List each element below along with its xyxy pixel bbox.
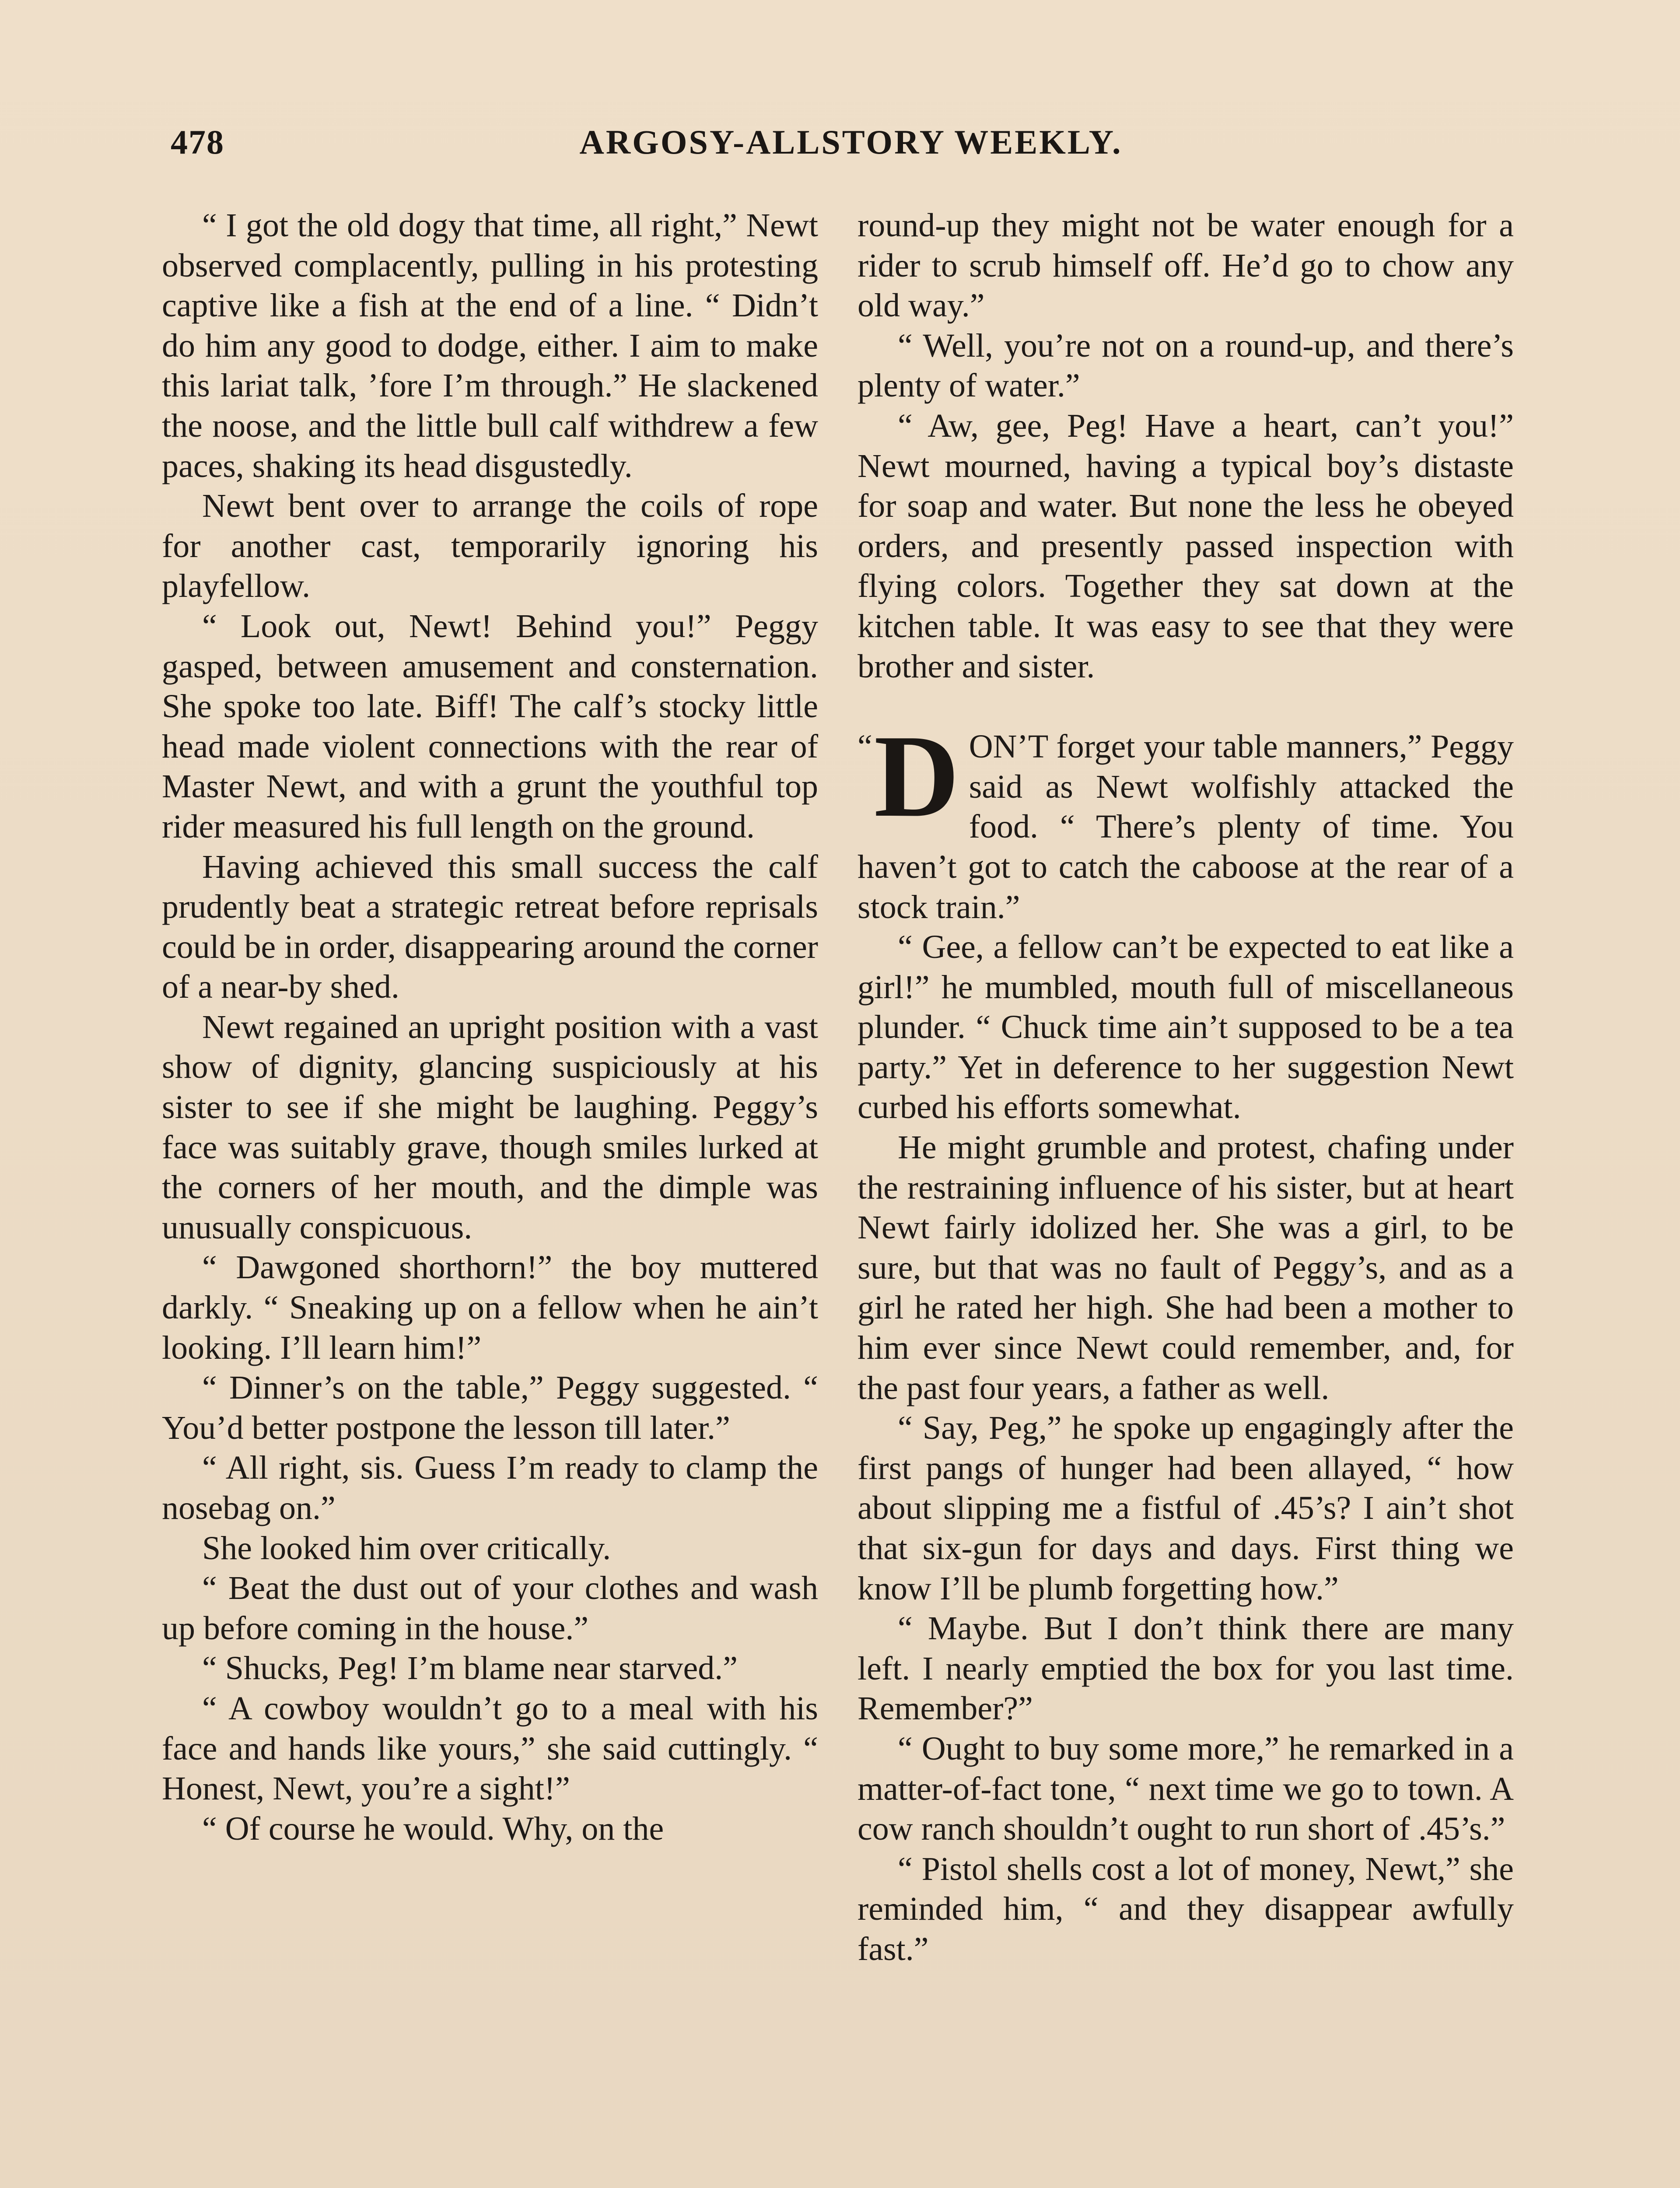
paragraph [162, 607, 818, 847]
paragraph [162, 1809, 818, 1849]
paragraph [162, 1568, 818, 1648]
paragraph [162, 1368, 818, 1448]
paragraph-text: “ Of course he would. Why, on the [202, 1810, 664, 1847]
paragraph [162, 1007, 818, 1248]
paragraph-text: “ Look out, Newt! Behind you!” Peggy gasped, between amusement and consternation. She spoke too late. Biff! The calf’s stocky little head made violent connections with the rear of Master Newt, and with a grunt the youthful top rider measured his full length on the ground. [162, 607, 818, 845]
paragraph [858, 1609, 1514, 1729]
running-title: ARGOSY-ALLSTORY WEEKLY. [579, 123, 1123, 161]
drop-cap: D [874, 711, 959, 842]
paragraph-text: “ Well, you’re not on a round-up, and there’s plenty of water.” [858, 327, 1514, 404]
page-header [171, 123, 1531, 171]
opening-quote: “ [858, 728, 872, 765]
paragraph [162, 1529, 818, 1569]
paragraph [162, 1648, 818, 1689]
paragraph-text: “ I got the old dogy that time, all right,” Newt observed complacently, pulling in his protesting captive like a fish at the end of a line. “ Didn’t do him any good to dodge, either. I aim to make this lariat talk, ’fore I’m through.” He slackened the noose, and the little bull calf withdrew a few paces, shaking its head disgustedly. [162, 207, 818, 484]
paragraph [162, 486, 818, 607]
paragraph [162, 206, 818, 486]
paragraph-text: “ Maybe. But I don’t think there are many left. I nearly emptied the box for you last time. Remember?” [858, 1610, 1514, 1727]
paragraph-text: Having achieved this small success the calf prudently beat a strategic retreat before reprisals could be in order, disappearing around the corner of a near-by shed. [162, 848, 818, 1006]
paragraph [858, 1408, 1514, 1609]
paragraph-text: “ Gee, a fellow can’t be expected to eat like a girl!” he mumbled, mouth full of miscellaneous plunder. “ Chuck time ain’t supposed to be a tea party.” Yet in deference to her suggestion Newt curbed his efforts somewhat. [858, 929, 1514, 1126]
paragraph [162, 1448, 818, 1528]
paragraph [858, 1849, 1514, 1970]
paragraph-text: ON’T forget your table manners,” Peggy said as Newt wolfishly attacked the food. “ There’s plenty of time. You haven’t got to catch the caboose at the rear of a stock train.” [858, 728, 1514, 926]
paragraph [858, 406, 1514, 687]
paragraph [858, 326, 1514, 406]
paragraph [858, 927, 1514, 1128]
paragraph-text: “ Dawgoned shorthorn!” the boy muttered darkly. “ Sneaking up on a fellow when he ain’t looking. I’ll learn him!” [162, 1249, 818, 1366]
paragraph-text: “ Pistol shells cost a lot of money, Newt,” she reminded him, “ and they disappear awfully fast.” [858, 1850, 1514, 1967]
right-column [858, 206, 1514, 1970]
paragraph [162, 1248, 818, 1368]
paragraph [858, 206, 1514, 326]
paragraph-text: “ Aw, gee, Peg! Have a heart, can’t you!” Newt mourned, having a typical boy’s distaste for soap and water. But none the less he obeyed orders, and presently passed inspection with flying colors. Together they sat down at the kitchen table. It was easy to see that they were brother and sister. [858, 407, 1514, 685]
paragraph-text: He might grumble and protest, chafing under the restraining influence of his sister, but at heart Newt fairly idolized her. She was a girl, to be sure, but that was no fault of Peggy’s, and as a girl he rated her high. She had been a mother to him ever since Newt could remember, and, for the past four years, a father as well. [858, 1129, 1514, 1406]
paragraph-text: Newt regained an upright position with a vast show of dignity, glancing suspiciously at his sister to see if she might be laughing. Peggy’s face was suitably grave, though smiles lurked at the corners of her mouth, and the dimple was unusually conspicuous. [162, 1008, 818, 1246]
paragraph [162, 847, 818, 1007]
paragraph-text: “ Beat the dust out of your clothes and wash up before coming in the house.” [162, 1570, 818, 1647]
paragraph [858, 1128, 1514, 1408]
paragraph [162, 1689, 818, 1809]
paragraph-text: “ Dinner’s on the table,” Peggy suggested. “ You’d better postpone the lesson till later.” [162, 1369, 818, 1446]
paragraph-text: “ Shucks, Peg! I’m blame near starved.” [202, 1650, 738, 1687]
paragraph-text: “ A cowboy wouldn’t go to a meal with his face and hands like yours,” she said cuttingly. “ Honest, Newt, you’re a sight!” [162, 1690, 818, 1807]
text-columns [162, 206, 1522, 2188]
paragraph-text: “ Ought to buy some more,” he remarked in a matter-of-fact tone, “ next time we go to town. A cow ranch shouldn’t ought to run short of .45’s.” [858, 1730, 1514, 1848]
left-column [162, 206, 818, 1849]
paragraph-text: “ All right, sis. Guess I’m ready to clamp the nosebag on.” [162, 1449, 818, 1526]
page-number: 478 [171, 123, 224, 161]
paragraph [858, 1729, 1514, 1849]
paragraph-text: She looked him over critically. [202, 1529, 611, 1567]
paragraph [858, 711, 1514, 927]
paragraph-text: “ Say, Peg,” he spoke up engagingly after the first pangs of hunger had been allayed, “ how about slipping me a fistful of .45’s? I ain’t shot that six-gun for days and days. First thing we know I’ll be plumb forgetting how.” [858, 1410, 1514, 1607]
paragraph-text: Newt bent over to arrange the coils of rope for another cast, temporarily ignoring his playfellow. [162, 487, 818, 605]
paragraph-text: round-up they might not be water enough for a rider to scrub himself off. He’d go to chow any old way.” [858, 207, 1514, 324]
